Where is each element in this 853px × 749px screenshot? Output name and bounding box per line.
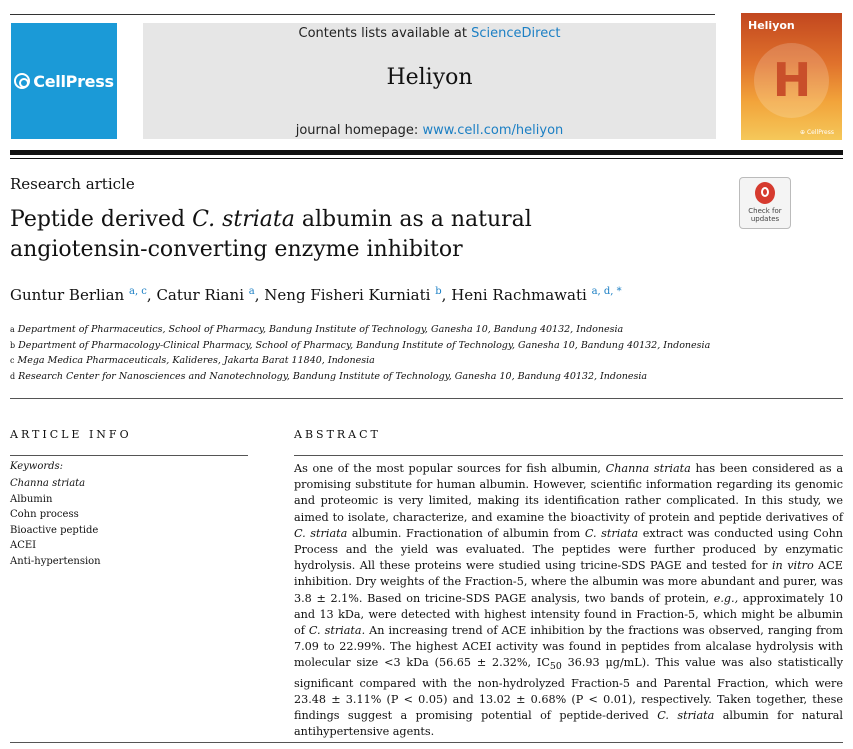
affiliation-item — [10, 369, 710, 385]
contents-line — [143, 26, 716, 41]
top-rule — [10, 14, 715, 15]
sciencedirect-link[interactable]: ScienceDirect — [471, 26, 561, 41]
author-affiliation[interactable]: b — [435, 286, 442, 297]
author-list: Guntur Berlian $^{a, c}$, Catur Riani $^a$, Neng Fisheri Kurniati $^b$, Heni Rachmawati $^{a, d, *}$ — [10, 286, 622, 304]
abstract-rule — [294, 455, 843, 456]
cellpress-logo-block[interactable] — [11, 23, 117, 139]
article-info-rule — [10, 455, 248, 456]
cover-letter-icon: H — [772, 53, 812, 107]
abstract-heading: ABSTRACT — [294, 428, 381, 441]
affiliation-mark: b — [10, 340, 16, 350]
affiliation-text: Department of Pharmaceutics, School of Pharmacy, Bandung Institute of Technology, Ganesha 10, Bandung 40132, Indonesia — [17, 324, 624, 335]
journal-cover[interactable] — [741, 13, 842, 140]
article-info-heading: ARTICLE INFO — [10, 428, 132, 441]
abstract-text — [294, 461, 843, 741]
author-name[interactable]: Heni Rachmawati — [451, 286, 587, 304]
abstract-species: C. striata. — [308, 624, 366, 638]
homepage-line — [143, 123, 716, 138]
keyword: Cohn process — [10, 509, 79, 520]
affiliation-mark: d — [10, 371, 16, 381]
header-thick-rule — [10, 150, 843, 155]
affiliation-item — [10, 353, 710, 369]
affiliation-mark: c — [10, 356, 15, 365]
article-type: Research article — [10, 175, 135, 193]
abstract-segment: approximately 10 and 13 kDa, were detected with highest intensity found in Fraction-5, which might be albumin of — [294, 591, 843, 638]
contents-prefix: Contents lists available at — [298, 26, 467, 41]
author-name[interactable]: Guntur Berlian — [10, 286, 125, 304]
keywords-label: Keywords: — [10, 461, 64, 472]
affiliation-item — [10, 338, 710, 354]
abstract-segment: As one of the most popular sources for fish albumin, — [294, 462, 601, 475]
abstract-segment: An increasing trend of ACE inhibition by the fractions was observed, ranging from 7.09 to 22.99%. The highest ACEI activity was found in peptides from alcalase hydrolysis with molecular size <3 kDa (56.65 ± 2.32%, IC — [294, 624, 843, 670]
abstract-species: Channa striata — [605, 462, 691, 475]
abstract-segment: extract was conducted using Cohn Process and the yield was evaluated. The peptides were further produced by enzymatic hydrolysis. All these proteins were studied using tricine-SDS PAGE and tested for — [294, 526, 844, 573]
abstract-segment: 36.93 μg/mL). This value was also statistically significant compared with the non-hydrolyzed Fraction-5 and Parental Fraction, which were 23.48 ± 3.11% (P < 0.05) and 13.02 ± 0.68% (P < 0.01), respectively. Taken together, these findings suggest a promising potential of peptide-derived — [294, 656, 844, 723]
cover-title: Heliyon — [748, 19, 795, 32]
check-updates-icon — [755, 182, 775, 204]
affiliation-mark: a — [10, 325, 15, 334]
cellpress-mark-icon — [14, 73, 30, 89]
keywords-list — [10, 476, 101, 569]
title-part: angiotensin-converting enzyme inhibitor — [10, 237, 463, 262]
affiliation-text: Research Center for Nanosciences and Nanotechnology, Bandung Institute of Technology, Ganesha 10, Bandung 40132, Indonesia — [18, 370, 648, 382]
cover-publisher: ⊕ CellPress — [800, 129, 834, 136]
abstract-species: C. striata — [657, 709, 715, 723]
keyword: Anti-hypertension — [10, 555, 101, 567]
title-part: albumin as a natural — [301, 207, 532, 232]
journal-header — [143, 23, 716, 139]
keyword: Channa striata — [10, 478, 86, 489]
author-affiliation[interactable]: a, d, * — [591, 286, 622, 297]
affiliations — [10, 322, 710, 384]
article-title — [10, 205, 710, 265]
keyword: Bioactive peptide — [10, 524, 99, 536]
homepage-link[interactable]: www.cell.com/heliyon — [422, 123, 564, 138]
badge-text: Check for updates — [748, 207, 782, 223]
affiliation-text: Department of Pharmacology-Clinical Pharmacy, School of Pharmacy, Bandung Institute of Technology, Ganesha 10, Bandung 40132, Indonesia — [18, 339, 711, 351]
keyword: Albumin — [10, 493, 53, 505]
abstract-species: C. striata — [294, 526, 348, 540]
abstract-species: C. striata — [584, 526, 639, 540]
journal-name: Heliyon — [386, 65, 473, 90]
cellpress-logo — [14, 72, 113, 91]
affiliation-text: Mega Medica Pharmaceuticals, Kalideres, Jakarta Barat 11840, Indonesia — [17, 355, 375, 366]
keyword: ACEI — [10, 540, 37, 551]
abstract-segment: ACE inhibition. Dry weights of the Fraction-5, where the albumin was more abundant and purer, was 3.8 ± 2.1%. Based on tricine-SDS PAGE analysis, two bands of protein, — [294, 559, 843, 605]
abstract-eg: e.g., — [713, 591, 739, 605]
homepage-prefix: journal homepage: — [295, 123, 419, 138]
title-part: Peptide derived — [10, 207, 186, 232]
abstract-segment: has been considered as a promising substitute for human albumin. However, scientific information regarding its genomic and proteomic is very limited, making its identification rather complicated. In this study, we aimed to isolate, characterize, and examine the bioactivity of protein and peptide derivatives of — [294, 462, 843, 524]
author-name[interactable]: Neng Fisheri Kurniati — [264, 286, 431, 304]
title-species: C. striata — [192, 207, 295, 232]
abstract-invitro: in vitro — [771, 559, 814, 573]
abstract-segment: albumin. Fractionation of albumin from — [351, 526, 581, 540]
abstract-subscript: 50 — [549, 661, 562, 673]
affiliation-item — [10, 322, 710, 338]
author-affiliation[interactable]: a — [248, 286, 255, 297]
cellpress-logo-text: CellPress — [33, 71, 114, 91]
author-name[interactable]: Catur Riani — [156, 286, 244, 304]
check-for-updates-badge[interactable] — [739, 177, 791, 229]
section-separator — [10, 398, 843, 399]
abstract-segment: albumin for natural antihypertensive agents. — [294, 709, 843, 739]
author-affiliation[interactable]: a, c — [128, 286, 147, 297]
header-thin-rule — [10, 158, 843, 159]
bottom-rule — [10, 742, 843, 743]
